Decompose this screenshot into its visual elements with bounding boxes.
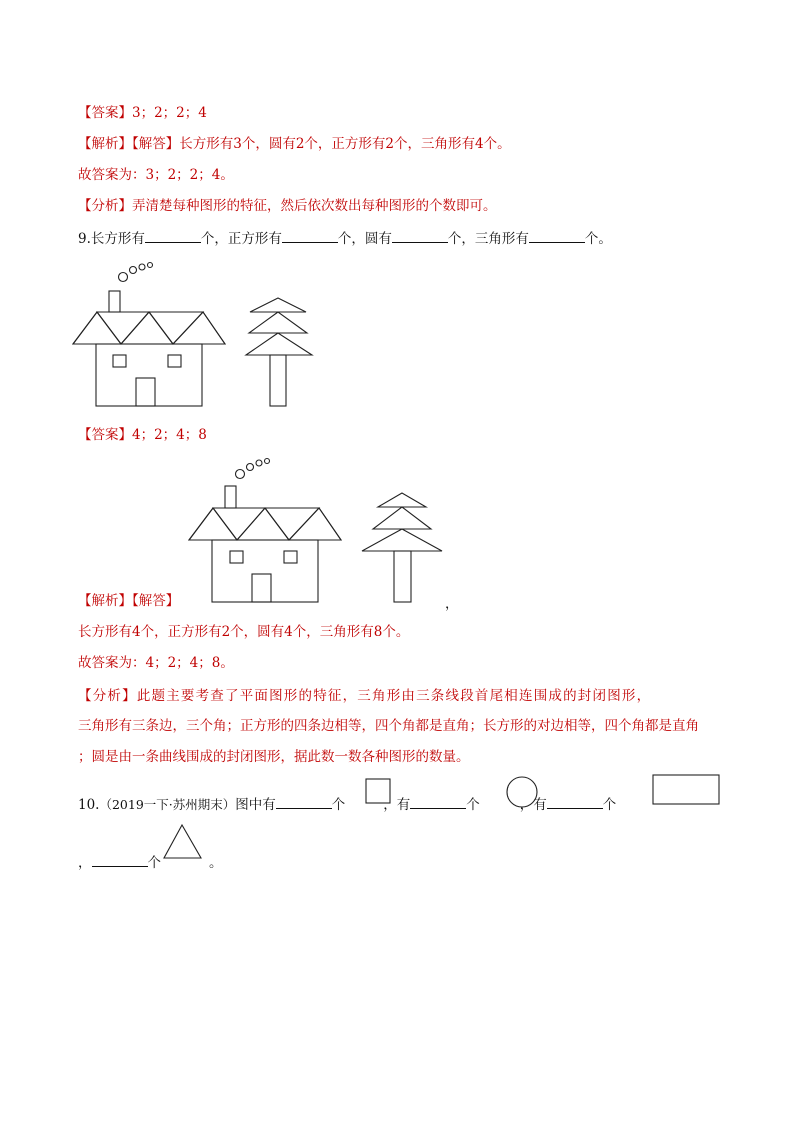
answer-tag: 【答案】	[78, 105, 132, 121]
roof-triangle	[213, 508, 265, 540]
chimney	[109, 291, 120, 312]
window	[230, 551, 243, 563]
q10-blank-triangle[interactable]	[92, 852, 148, 867]
roof-triangle	[149, 312, 203, 344]
house-wall	[212, 540, 318, 602]
q10-blank-circle[interactable]	[410, 794, 466, 809]
door	[136, 378, 155, 406]
fenxi-text: 弄清楚每种图形的特征，然后依次数出每种图形的个数即可。	[132, 198, 497, 214]
tree-bottom	[246, 333, 312, 355]
q9-seg1: 长方形有	[90, 231, 145, 247]
q9-seg5: 个。	[584, 231, 612, 247]
tree-bottom	[362, 529, 442, 551]
fenxi-tag: 【分析】	[78, 198, 132, 214]
answer-value: 4；2；4；8	[132, 427, 207, 443]
q9-fenxi-line3: ；圆是由一条曲线围成的封闭图形，据此数一数各种图形的数量。	[78, 749, 470, 765]
q9-blank-triangle[interactable]	[529, 228, 585, 243]
square-shape	[364, 777, 394, 807]
tree-top	[250, 298, 306, 312]
tree-top	[378, 493, 426, 507]
roof-triangle	[265, 508, 319, 540]
question-number: 10.	[78, 797, 100, 813]
smoke-circle	[119, 273, 128, 282]
roof-triangle	[73, 312, 121, 344]
house-tree-figure	[70, 258, 310, 418]
window	[113, 355, 126, 367]
roof-triangle	[189, 508, 237, 540]
circle-shape	[505, 775, 539, 809]
q9-blank-circle[interactable]	[392, 228, 448, 243]
smoke-circle	[236, 470, 245, 479]
q9-seg2: 个，正方形有	[200, 231, 282, 247]
window	[168, 355, 181, 367]
q9-analysis-text: 长方形有4个，正方形有2个，圆有4个，三角形有8个。	[78, 624, 410, 640]
smoke-circle	[247, 464, 254, 471]
smoke-circle	[265, 459, 270, 464]
smoke-circle	[130, 267, 137, 274]
smoke-circle	[139, 264, 145, 270]
q9-fenxi-line1: 【分析】此题主要考查了平面图形的特征，三角形由三条线段首尾相连围成的封闭图形，	[78, 688, 652, 704]
tree-trunk	[394, 551, 411, 602]
window	[284, 551, 297, 563]
figure-comma: ，	[445, 596, 459, 612]
prev-conclusion: 故答案为：3；2；2；4。	[78, 167, 234, 183]
q10-blank-rectangle[interactable]	[547, 794, 603, 809]
q9-conclusion: 故答案为：4；2；4；8。	[78, 655, 234, 671]
roof-triangle	[237, 508, 289, 540]
fenxi-tag: 【分析】	[78, 688, 137, 704]
q9-answer-line	[78, 425, 207, 445]
q10-blank-square[interactable]	[276, 794, 332, 809]
question-9	[78, 228, 612, 249]
analysis-text: 长方形有3个，圆有2个，正方形有2个，三角形有4个。	[179, 136, 511, 152]
answer-tag: 【答案】	[78, 427, 132, 443]
smoke-circle	[256, 460, 262, 466]
analysis-tags: 【解析】【解答】	[78, 136, 180, 152]
question-number: 9.	[78, 231, 91, 247]
question-10-cont: ， 个 。	[78, 852, 223, 873]
answer-value: 3；2；2；4	[132, 105, 207, 121]
q9-blank-square[interactable]	[282, 228, 338, 243]
roof	[73, 312, 225, 344]
question-source: （2019一下·苏州期末）	[99, 797, 236, 812]
analysis-figure	[186, 452, 456, 612]
prev-analysis-line	[78, 134, 511, 154]
q9-blank-rect[interactable]	[145, 228, 201, 243]
q9-analysis-tags: 【解析】【解答】	[78, 593, 180, 609]
house-wall	[96, 344, 202, 406]
q9-seg4: 个，三角形有	[447, 231, 529, 247]
roof-triangle	[97, 312, 149, 344]
question-10: 10.（2019一下·苏州期末）图中有 个 ，有 个 ，有 个	[78, 794, 616, 815]
roof-triangle	[173, 312, 225, 344]
chimney	[225, 486, 236, 508]
q9-fenxi-line2: 三角形有三条边，三个角；正方形的四条边相等，四个角都是直角；长方形的对边相等，四个角都是直角	[78, 718, 699, 734]
roof-triangle	[121, 312, 173, 344]
tree-middle	[249, 312, 307, 333]
rectangle-shape	[651, 773, 721, 807]
triangle-shape	[161, 822, 207, 862]
roof-triangle	[289, 508, 341, 540]
tree-middle	[373, 507, 431, 529]
prev-answer-line	[78, 103, 207, 123]
smoke-circle	[148, 263, 153, 268]
roof	[189, 508, 341, 540]
door	[252, 574, 271, 602]
prev-fenxi-line	[78, 196, 497, 216]
q9-seg3: 个，圆有	[337, 231, 392, 247]
tree-trunk	[270, 355, 286, 406]
